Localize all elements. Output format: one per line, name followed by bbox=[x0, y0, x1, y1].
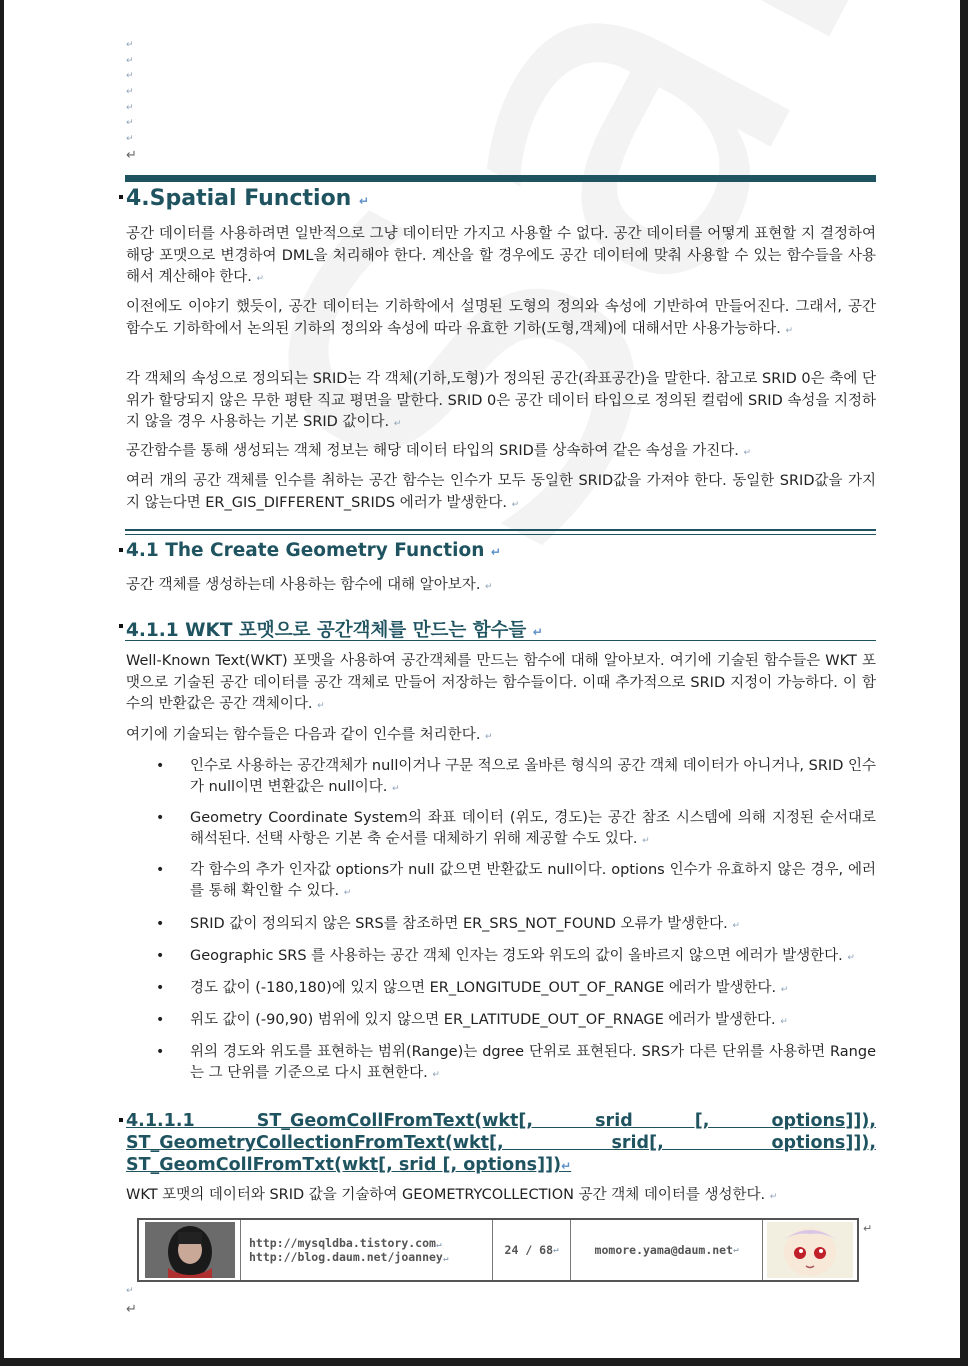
author-photo-cell bbox=[139, 1220, 241, 1280]
list-item: • Geometry Coordinate System의 좌표 데이터 (위도, 경도)는 공간 참조 시스템에 의해 지정된 순서대로 해석된다. 선택 사항은 기본 축 순서를 대체하기 위해 제공할 수도 있다. ↵ bbox=[126, 808, 876, 852]
paragraph-mark-icon: ↵ bbox=[642, 836, 650, 846]
subsection-title: 4.1 The Create Geometry Function ↵ bbox=[126, 540, 501, 561]
paragraph-mark-icon: ↵ bbox=[343, 888, 352, 898]
blog-url-2[interactable]: http://blog.daum.net/joanney↵ bbox=[249, 1250, 449, 1264]
paragraph-mark-icon: ↵ bbox=[511, 499, 520, 510]
subsubsection-title: 4.1.1 WKT 포맷으로 공간객체를 만드는 함수들 ↵ bbox=[126, 620, 543, 641]
page-footer bbox=[137, 1218, 859, 1282]
character-image-cell bbox=[763, 1220, 857, 1280]
paragraph-mark-icon: ↵ bbox=[532, 625, 543, 639]
subsubsection-paragraph-1: Well-Known Text(WKT) 포맷을 사용하여 공간객체를 만드는 함수에 대해 알아보자. 여기에 기술된 함수들은 WKT 포맷으로 기술된 공간 데이터를 공간 객체로 만들어 저장하는 함수들이다. 이때 추가적으로 SRID 지정이 가능하다. 이 함수의 반환값은 공간 객체이다. ↵ bbox=[126, 653, 876, 712]
section-title: 4.Spatial Function ↵ bbox=[126, 186, 370, 211]
paragraph-mark-icon: ↵ bbox=[743, 448, 752, 458]
paragraph-mark-icon: ↵ bbox=[732, 921, 740, 931]
paragraph-mark-icon: ↵ bbox=[432, 1070, 440, 1080]
list-item: • 위도 값이 (-90,90) 범위에 있지 않으면 ER_LATITUDE_OUT_OF_RNAGE 에러가 발생한다. ↵ bbox=[126, 1010, 876, 1033]
section-paragraph-2: 이전에도 이야기 했듯이, 공간 데이터는 기하학에서 설명된 도형의 정의와 속성에 기반하여 만들어진다. 그래서, 공간 함수도 기하학에서 논의된 기하의 정의와 속성에 따라 유효한 기하(도형,객체)에 대해서만 사용가능하다. ↵ bbox=[126, 299, 876, 337]
list-item: • 위의 경도와 위도를 표현하는 범위(Range)는 dgree 단위로 표현된다. SRS가 다른 단위를 사용하면 Range는 그 단위를 기준으로 다시 표현한다. ↵ bbox=[126, 1042, 876, 1086]
section-paragraph-3: 각 객체의 속성으로 정의되는 SRID는 각 객체(기하,도형)가 정의된 공간(좌표공간)을 말한다. 참고로 SRID 0은 축에 단위가 할당되지 않은 무한 평탄 직교 평면을 말한다. SRID 0은 공간 데이터 타입으로 정의된 컬럼에 SRID 속성을 지정하지 않을 경우 사용하는 기본 SRID 값이다. ↵ bbox=[126, 371, 876, 430]
list-item: • 인수로 사용하는 공간객체가 null이거나 구문 적으로 올바른 형식의 공간 객체 데이터가 아니거나, SRID 인수가 null이면 변환값은 null이다. ↵ bbox=[126, 756, 876, 800]
paragraph-mark-icon: ↵ bbox=[561, 1159, 572, 1173]
function-description: WKT 포맷의 데이터와 SRID 값을 기술하여 GEOMETRYCOLLECTION 공간 객체 데이터를 생성한다. ↵ bbox=[126, 1187, 778, 1203]
paragraph-mark-icon: ↵ bbox=[485, 732, 493, 742]
paragraph-mark-icon: ↵ bbox=[359, 194, 370, 208]
list-item: • 각 함수의 추가 인자값 options가 null 값으면 반환값도 null이다. options 인수가 유효하지 않은 경우, 에러를 통해 확인할 수 있다. ↵ bbox=[126, 860, 876, 904]
paragraph-mark-icon: ↵ bbox=[769, 1192, 778, 1202]
paragraph-mark-icon: ↵ bbox=[490, 545, 501, 559]
heading-marker bbox=[119, 548, 123, 552]
author-photo bbox=[145, 1222, 235, 1278]
paragraph-mark-icon: ↵ bbox=[785, 325, 794, 336]
list-item: • Geographic SRS 를 사용하는 공간 객체 인자는 경도와 위도의 값이 올바르지 않으면 에러가 발생한다. ↵ bbox=[126, 946, 876, 969]
paragraph-mark-icon: ↵ bbox=[126, 1302, 137, 1317]
argument-rules-list bbox=[126, 756, 876, 1086]
paragraph-mark-icon: ↵ bbox=[485, 582, 493, 592]
paragraph-mark-icon: ↵ bbox=[317, 701, 325, 711]
paragraph-mark-icon: ↵ bbox=[847, 953, 855, 963]
list-item: • SRID 값이 정의되지 않은 SRS를 참조하면 ER_SRS_NOT_FOUND 오류가 발생한다. ↵ bbox=[126, 914, 876, 937]
subsection-intro: 공간 객체를 생성하는데 사용하는 함수에 대해 알아보자. ↵ bbox=[126, 577, 493, 593]
paragraph-mark-icon: ↵ bbox=[780, 1017, 788, 1027]
section-paragraph-5: 여러 개의 공간 객체를 인수를 취하는 공간 함수는 인수가 모두 동일한 SRID값을 가져야 한다. 동일한 SRID값을 가지지 않는다면 ER_GIS_DIFFERENT_SRIDS 에러가 발생한다. ↵ bbox=[126, 473, 876, 511]
section-paragraph-4: 공간함수를 통해 생성되는 객체 정보는 해당 데이터 타입의 SRID를 상속하여 같은 속성을 가진다. ↵ bbox=[126, 443, 752, 459]
paragraph-mark-icon: ↵ bbox=[126, 1286, 134, 1296]
paragraph-mark-icon: ↵ bbox=[780, 985, 789, 995]
empty-paragraph-marks: ↵ ↵ ↵ ↵ ↵ ↵ ↵ ↵ bbox=[126, 40, 137, 163]
paragraph-mark-icon: ↵ bbox=[391, 784, 400, 794]
author-email[interactable]: momore.yama@daum.net ↵ bbox=[571, 1220, 763, 1280]
heading-marker bbox=[119, 624, 123, 628]
heading-marker bbox=[119, 195, 123, 199]
paragraph-mark-icon: ↵ bbox=[863, 1222, 873, 1235]
anime-character-image bbox=[767, 1222, 853, 1278]
section-paragraph-1: 공간 데이터를 사용하려면 일반적으로 그냥 데이터만 가지고 사용할 수 없다. 공간 데이터를 어떻게 표현할 지 결정하여 해당 포맷으로 변경하여 DML을 처리해야 한다. 계산을 할 경우에도 공간 데이터에 맞춰 사용할 수 있는 함수들을 사용해서 계산해야 한다. ↵ bbox=[126, 226, 876, 285]
blog-url-1[interactable]: http://mysqldba.tistory.com↵ bbox=[249, 1236, 442, 1250]
function-heading: 4.1.1.1 ST_GeomCollFromText(wkt[, srid [, options]]), ST_GeometryCollectionFromText(wkt[, srid[, options]]), ST_GeomCollFromTxt(wkt[, srid [, options]])↵ bbox=[126, 1111, 876, 1175]
page-number: 24 / 68 ↵ bbox=[493, 1220, 571, 1280]
blog-urls bbox=[241, 1220, 493, 1280]
paragraph-mark-icon: ↵ bbox=[393, 419, 402, 429]
subsubsection-paragraph-2: 여기에 기술되는 함수들은 다음과 같이 인수를 처리한다. ↵ bbox=[126, 727, 493, 743]
paragraph-mark-icon: ↵ bbox=[256, 274, 265, 284]
section-top-rule bbox=[125, 175, 876, 182]
document-page bbox=[4, 0, 960, 1358]
heading-marker bbox=[119, 1118, 123, 1122]
list-item: • 경도 값이 (-180,180)에 있지 않으면 ER_LONGITUDE_OUT_OF_RANGE 에러가 발생한다. ↵ bbox=[126, 978, 876, 1001]
subsubsection-rule bbox=[125, 640, 876, 641]
subsection-rule bbox=[125, 529, 876, 535]
